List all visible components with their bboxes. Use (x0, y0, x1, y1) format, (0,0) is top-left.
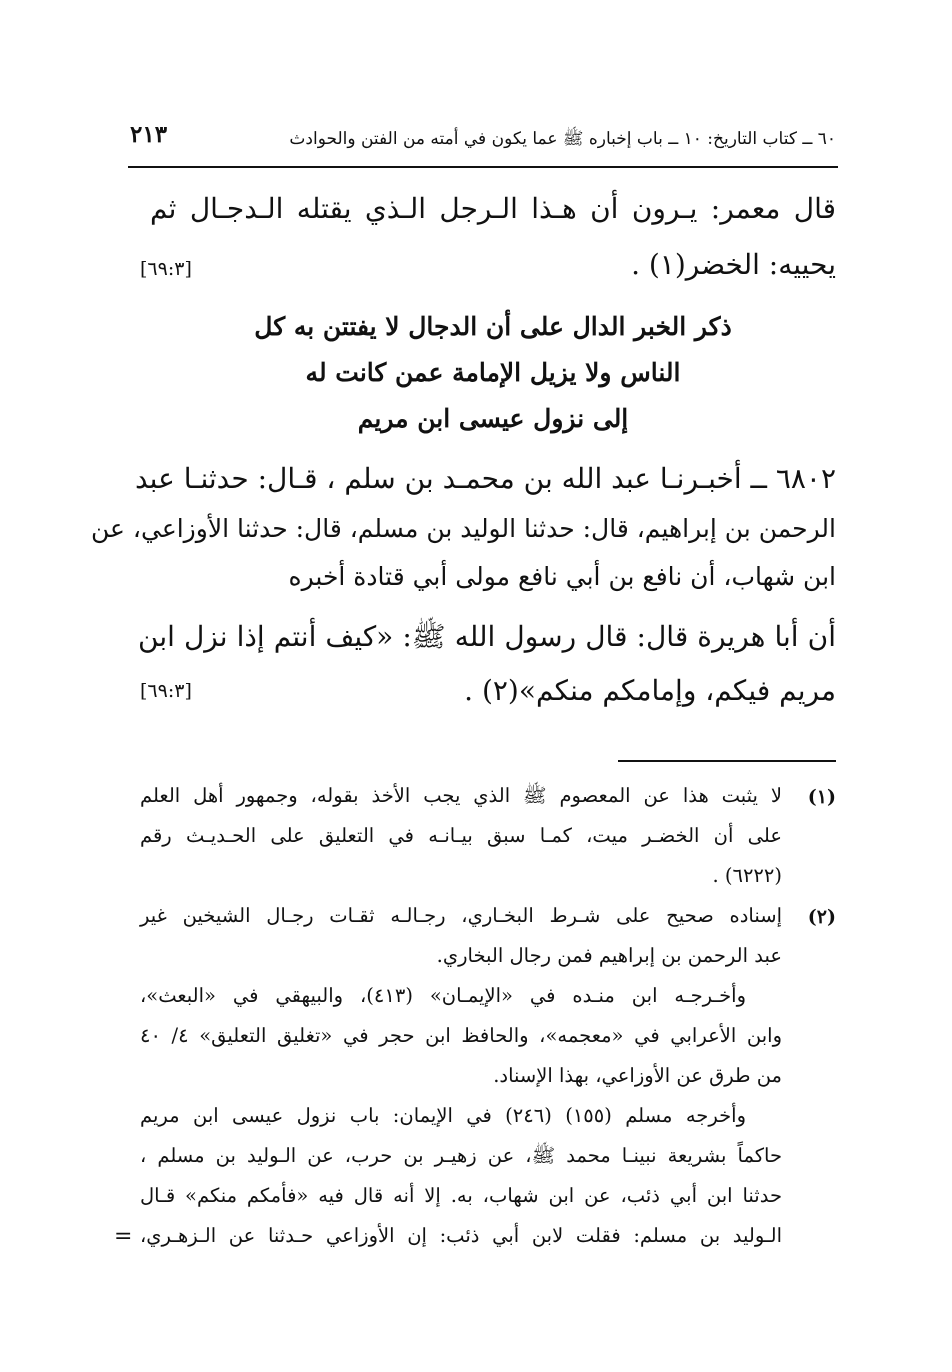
running-header-title: ٦٠ ــ كتاب التاريخ: ١٠ ــ باب إخباره ﷺ عما يكون في أمته من الفتن والحوادث (289, 129, 836, 149)
footnote-number: (١) (807, 786, 836, 808)
isnad-line: ابن شهاب، أن نافع بن أبي نافع مولى أبي قتادة أخبره (288, 562, 836, 591)
page-number: ٢١٣ (130, 121, 168, 148)
footnote-line: من طرق عن الأوزاعي، بهذا الإسناد. (493, 1064, 782, 1087)
footnote-line: إسناده صحيح على شـرط البخـاري، رجـالـه ثقـات رجـال الشيخين غير (140, 904, 782, 927)
footnote-line: لا يثبت هذا عن المعصوم ﷺ الذي يجب الأخذ بقوله، وجمهور أهل العلم (140, 784, 782, 807)
footnote-line: عبد الرحمن بن إبراهيم فمن رجال البخاري. (436, 944, 782, 967)
header-rule (128, 166, 838, 168)
reference-tag: [٦٩:٣] (140, 680, 192, 702)
chapter-heading-line: إلى نزول عيسى ابن مريم (357, 404, 629, 433)
footnote-number: (٢) (807, 906, 836, 928)
footnote-line: على أن الخضـر ميت، كمـا سبق بيـانـه في التعليق على الحـديـث رقم (140, 824, 782, 847)
chapter-heading-line: ذكر الخبر الدال على أن الدجال لا يفتتن به كل (254, 312, 732, 341)
reference-tag: [٦٩:٣] (140, 258, 192, 280)
continuation-mark: = (114, 1224, 133, 1249)
footnote-line: الـوليد بن مسلم: فقلت لابن أبي ذئب: إن الأوزاعي حـدثنا عن الـزهـري، (140, 1224, 782, 1247)
footnote-line: حاكماً بشريعة نبينـا محمد ﷺ، عن زهيـر بن حرب، عن الـوليد بن مسلم ، (140, 1144, 782, 1167)
footnote-line: حدثنا ابن أبي ذئب، عن ابن شهاب، به. إلا أنه قال فيه «فأمكم منكم» قـال (140, 1184, 782, 1207)
body-line: يحييه: الخضر(١) . (631, 248, 836, 281)
footnote-line: وأخـرجـه ابن منـده في «الإيمـان» (٤١٣)، والبيهقي في «البعث»، (140, 984, 746, 1007)
matn-line: أن أبا هريرة قال: قال رسول الله ﷺ: «كيف أنتم إذا نزل ابن (138, 620, 836, 653)
footnote-line: وابن الأعرابي في «معجمه»، والحافظ ابن حجر في «تغليق التعليق» ٤/ ٤٠ (140, 1024, 782, 1047)
body-line: قال معمر: يـرون أن هـذا الـرجل الـذي يقتله الـدجـال ثم (150, 192, 836, 225)
isnad-line: الرحمن بن إبراهيم، قال: حدثنا الوليد بن مسلم، قال: حدثنا الأوزاعي، عن (91, 514, 836, 543)
footnote-line: (٦٢٢٢) . (712, 864, 782, 887)
chapter-heading-line: الناس ولا يزيل الإمامة عمن كانت له (305, 358, 681, 387)
footnote-rule (618, 760, 836, 762)
footnote-line: وأخرجه مسلم (١٥٥) (٢٤٦) في الإيمان: باب نزول عيسى ابن مريم (140, 1104, 747, 1127)
matn-line: مريم فيكم، وإمامكم منكم»(٢) . (464, 674, 836, 707)
running-header (130, 121, 836, 152)
isnad-line: ٦٨٠٢ ــ أخبـرنـا عبد الله بن محمـد بن سلم ، قـال: حدثنـا عبد (134, 462, 836, 495)
